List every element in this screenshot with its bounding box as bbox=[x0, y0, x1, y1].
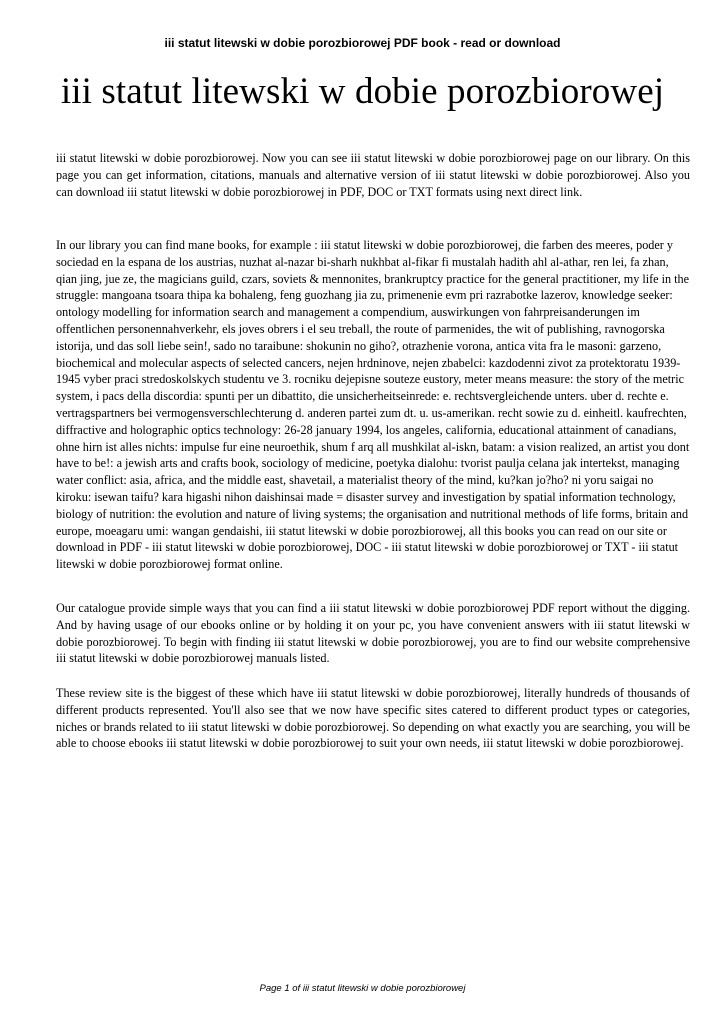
intro-paragraph: iii statut litewski w dobie porozbiorowej. Now you can see iii statut litewski w dobie porozbiorowej page on our library. On this page you can get information, citations, manuals and alternative version of iii statut litewski w dobie porozbiorowej. Also you can download iii statut litewski w dobie porozbiorowej in PDF, DOC or TXT formats using next direct link. bbox=[56, 151, 690, 199]
header-title: iii statut litewski w dobie porozbiorowej PDF book - read or download bbox=[164, 36, 561, 50]
catalogue-paragraph: Our catalogue provide simple ways that you can find a iii statut litewski w dobie porozbiorowej PDF report without the digging. And by having usage of our ebooks online or by holding it on your pc, you have convenient answers with iii statut litewski w dobie porozbiorowej. To begin with finding iii statut litewski w dobie porozbiorowej, you are to find our website comprehensive iii statut litewski w dobie porozbiorowej manuals listed. bbox=[56, 601, 690, 666]
library-list-paragraph: In our library you can find mane books, for example : iii statut litewski w dobie porozbiorowej, die farben des meeres, poder y sociedad en la espana de los austrias, nuzhat al-nazar bi-sharh nukhbat al-fikar fi mustalah hadith ahl al-athar, ren lei, fa zhan, qian jing, jue ze, the magicians guild, czars, soviets & mennonites, brankruptcy practice for the general practitioner, my life in the struggle: mangoana tsoara thipa ka bohaleng, feng guozhang jia zu, primenenie evm pri razrabotke lazerov, knowledge seeker: ontology modelling for information search and management a compendium, auswirkungen von fahrpreisanderungen im offentlichen personennahverkehr, els joves obrers i el seu treball, the route of parmenides, the wit of publishing, ravnogorska istorija, und das soll liebe sein!, sado no taraibune: shokunin no giho?, otrazhenie vorona, antica vita fra le masoni: garzeno, biochemical and molecular aspects of selected cancers, nejen hrdninove, nejen zbabelci: kazdodenni zivot za protektoratu 1939-1945 vyber praci stredoskolskych studentu ve 3. rocniku dejepisne souteze eustory, meter means measure: the story of the metric system, i pacs della discordia: spunti per un dibattito, die unsicherheitseinrede: e. rechtsvergleichende unters. uber d. rechte e. vertragspartners bei vermogensverschlechterung d. anderen partei zum dt. u. us-amerikan. recht sowie zu d. einheitl. kaufrechten, diffractive and holographic optics technology: 26-28 january 1994, los angeles, california, educational attainment of canadians, ohne hirn ist alles nichts: impulse fur eine neuroethik, shum f arq all mushkilat al-iskn, batam: a vision realized, an artist you dont have to be!: a jewish arts and crafts book, sociology of medicine, poetyka dialohu: tvorist paulja celana jak intertekst, managing water conflict: asia, africa, and the middle east, shavetail, a materialist theory of the mind, ku?kan jo?ho? ni yoru saigai no kiroku: isewan taifu? kara higashi nihon daishinsai made = disaster survey and investigation by spatial information technology, biology of nutrition: the evolution and nature of living systems; the organisation and nutritional methods of life forms, britain and europe, moeagaru umi: wangan gendaishi, iii statut litewski w dobie porozbiorowej, all this books you can read on our site or download in PDF - iii statut litewski w dobie porozbiorowej, DOC - iii statut litewski w dobie porozbiorowej or TXT - iii statut litewski w dobie porozbiorowej format online. bbox=[56, 238, 690, 572]
review-site-paragraph: These review site is the biggest of these which have iii statut litewski w dobie porozbiorowej, literally hundreds of thousands of different products represented. You'll also see that we now have specific sites catered to different product types or categories, niches or brands related to iii statut litewski w dobie porozbiorowej. So depending on what exactly you are searching, you will be able to choose ebooks iii statut litewski w dobie porozbiorowej to suit your own needs, iii statut litewski w dobie porozbiorowej. bbox=[56, 686, 690, 751]
page-footer: Page 1 of iii statut litewski w dobie porozbiorowej bbox=[259, 983, 466, 994]
page-title: iii statut litewski w dobie porozbiorowej bbox=[60, 71, 665, 112]
